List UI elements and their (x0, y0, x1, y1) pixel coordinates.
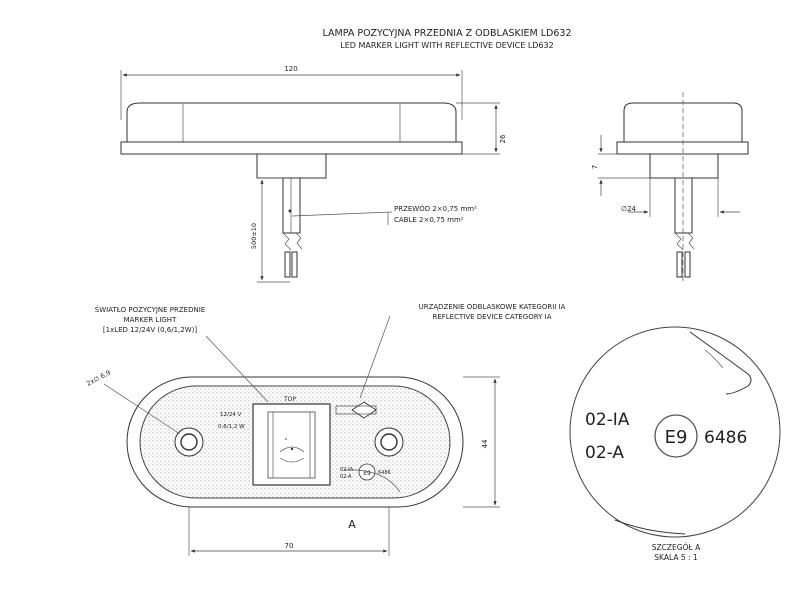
side-lamp-socket (257, 154, 326, 178)
detail-label-1: SZCZEGÓŁ A (651, 543, 701, 552)
face-power: 0,6/1,2 W (218, 424, 245, 430)
top-mark: TOP (283, 396, 297, 403)
dim-120-label: 120 (284, 65, 298, 73)
section-a-marker: A (348, 518, 356, 531)
title-line-1: LAMPA POZYCYJNA PRZEDNIA Z ODBLASKIEM LD632 (322, 28, 572, 39)
detail-number: 6486 (704, 428, 748, 448)
cable-callout-line-1: PRZEWÓD 2×0,75 mm² (394, 205, 477, 213)
dim-70-label: 70 (284, 542, 294, 550)
end-lamp-base (617, 142, 748, 154)
face-code-2: 02-A (340, 474, 352, 480)
dim-26-label: 26 (499, 134, 507, 144)
face-e-mark: E9 (363, 470, 371, 477)
reflector-callout-line-1: URZĄDZENIE ODBLASKOWE KATEGORII IA (418, 303, 566, 311)
reflector-callout-line-2: REFLECTIVE DEVICE CATEGORY IA (432, 313, 552, 321)
face-voltage: 12/24 V (220, 412, 242, 418)
face-code-1: 02-IA (340, 467, 354, 473)
cable-callout-line-2: CABLE 2×0,75 mm² (394, 216, 464, 224)
dim-7-label: 7 (591, 164, 599, 170)
face-number: 6486 (378, 470, 391, 476)
side-lamp-base (121, 142, 462, 154)
side-view (121, 65, 507, 282)
end-lamp-socket (650, 154, 718, 178)
dim-cable-length-label: 500±10 (250, 222, 258, 250)
holes-label: 2x∅ 6,9 (85, 368, 112, 388)
detail-code-1: 02-IA (585, 410, 630, 430)
side-cable (283, 178, 300, 233)
dim-44-label: 44 (481, 439, 489, 449)
side-lamp-dome (127, 103, 456, 142)
marker-callout-line-2: MARKER LIGHT (123, 316, 177, 324)
detail-a (570, 327, 780, 562)
detail-label-2: SKALA 5 : 1 (654, 553, 698, 562)
detail-e-mark: E9 (664, 427, 688, 448)
marker-callout-line-1: ŚWIATŁO POZYCYJNE PRZEDNIE (94, 306, 206, 314)
dim-diameter-label: ∅24 (621, 205, 637, 213)
title-line-2: LED MARKER LIGHT WITH REFLECTIVE DEVICE LD632 (340, 41, 554, 50)
front-view (85, 303, 565, 556)
detail-code-2: 02-A (585, 443, 625, 463)
marker-callout-line-3: [1xLED 12/24V (0,6/1,2W)] (102, 326, 198, 334)
end-view (591, 92, 748, 284)
